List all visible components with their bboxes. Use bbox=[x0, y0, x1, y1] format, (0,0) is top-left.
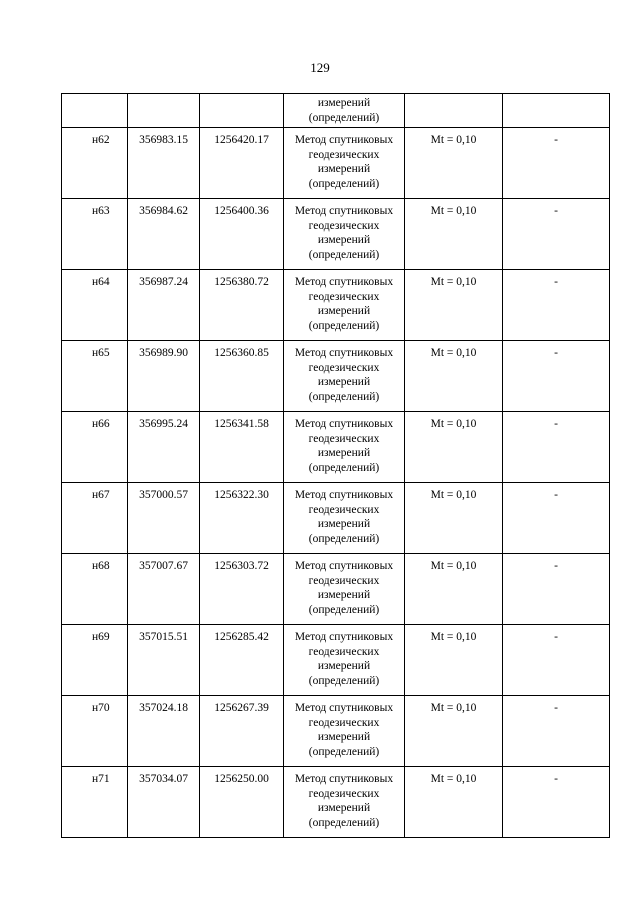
cell-accuracy: Mt = 0,10 bbox=[405, 696, 503, 767]
cell-x: 356983.15 bbox=[128, 128, 200, 199]
cell-y: 1256420.17 bbox=[200, 128, 284, 199]
cell-x: 357007.67 bbox=[128, 554, 200, 625]
table-row bbox=[62, 128, 610, 199]
page-number: 129 bbox=[310, 60, 330, 75]
method-text: Метод спутниковых геодезических измерений (определений) bbox=[294, 631, 394, 687]
cell-accuracy: Mt = 0,10 bbox=[405, 767, 503, 838]
method-text: Метод спутниковых геодезических измерений (определений) bbox=[294, 276, 394, 332]
cell-point: н65 bbox=[62, 341, 128, 412]
cell-description: - bbox=[503, 767, 610, 838]
cell-x: 357024.18 bbox=[128, 696, 200, 767]
cell-method bbox=[284, 696, 405, 767]
cell-x: 356987.24 bbox=[128, 270, 200, 341]
cell-method bbox=[284, 625, 405, 696]
cell-method bbox=[284, 94, 405, 128]
method-text: Метод спутниковых геодезических измерений (определений) bbox=[294, 205, 394, 261]
cell-y bbox=[200, 94, 284, 128]
cell-method bbox=[284, 767, 405, 838]
cell-description: - bbox=[503, 696, 610, 767]
cell-method bbox=[284, 128, 405, 199]
cell-x: 356984.62 bbox=[128, 199, 200, 270]
cell-accuracy: Mt = 0,10 bbox=[405, 341, 503, 412]
cell-y: 1256380.72 bbox=[200, 270, 284, 341]
cell-description bbox=[503, 94, 610, 128]
cell-method bbox=[284, 554, 405, 625]
cell-y: 1256267.39 bbox=[200, 696, 284, 767]
cell-method bbox=[284, 199, 405, 270]
cell-accuracy bbox=[405, 94, 503, 128]
method-text: Метод спутниковых геодезических измерений (определений) bbox=[294, 418, 394, 474]
cell-description: - bbox=[503, 554, 610, 625]
cell-x: 356995.24 bbox=[128, 412, 200, 483]
cell-y: 1256250.00 bbox=[200, 767, 284, 838]
cell-description: - bbox=[503, 199, 610, 270]
cell-y: 1256303.72 bbox=[200, 554, 284, 625]
method-text: Метод спутниковых геодезических измерений (определений) bbox=[294, 489, 394, 545]
cell-description: - bbox=[503, 412, 610, 483]
cell-point: н67 bbox=[62, 483, 128, 554]
cell-accuracy: Mt = 0,10 bbox=[405, 128, 503, 199]
cell-point: н71 bbox=[62, 767, 128, 838]
cell-point: н64 bbox=[62, 270, 128, 341]
coordinates-table bbox=[61, 93, 610, 838]
table-row bbox=[62, 483, 610, 554]
table-row-continuation bbox=[62, 94, 610, 128]
method-text: Метод спутниковых геодезических измерений (определений) bbox=[294, 347, 394, 403]
table-row bbox=[62, 270, 610, 341]
cell-description: - bbox=[503, 128, 610, 199]
cell-y: 1256400.36 bbox=[200, 199, 284, 270]
cell-point: н69 bbox=[62, 625, 128, 696]
cell-description: - bbox=[503, 270, 610, 341]
method-text: Метод спутниковых геодезических измерений (определений) bbox=[294, 134, 394, 190]
cell-x: 357000.57 bbox=[128, 483, 200, 554]
table-row bbox=[62, 696, 610, 767]
table-row bbox=[62, 341, 610, 412]
cell-method bbox=[284, 483, 405, 554]
cell-point: н66 bbox=[62, 412, 128, 483]
cell-description: - bbox=[503, 483, 610, 554]
cell-y: 1256285.42 bbox=[200, 625, 284, 696]
cell-point: н63 bbox=[62, 199, 128, 270]
cell-description: - bbox=[503, 625, 610, 696]
cell-method bbox=[284, 341, 405, 412]
cell-x bbox=[128, 94, 200, 128]
table-row bbox=[62, 199, 610, 270]
cell-x: 357015.51 bbox=[128, 625, 200, 696]
table-row bbox=[62, 767, 610, 838]
cell-accuracy: Mt = 0,10 bbox=[405, 554, 503, 625]
table-row bbox=[62, 412, 610, 483]
cell-point: н70 bbox=[62, 696, 128, 767]
cell-point: н68 bbox=[62, 554, 128, 625]
cell-description: - bbox=[503, 341, 610, 412]
cell-y: 1256341.58 bbox=[200, 412, 284, 483]
cell-point: н62 bbox=[62, 128, 128, 199]
cell-x: 357034.07 bbox=[128, 767, 200, 838]
cell-x: 356989.90 bbox=[128, 341, 200, 412]
cell-accuracy: Mt = 0,10 bbox=[405, 199, 503, 270]
cell-accuracy: Mt = 0,10 bbox=[405, 412, 503, 483]
cell-method bbox=[284, 270, 405, 341]
cell-accuracy: Mt = 0,10 bbox=[405, 270, 503, 341]
cell-accuracy: Mt = 0,10 bbox=[405, 483, 503, 554]
cell-method bbox=[284, 412, 405, 483]
method-text: Метод спутниковых геодезических измерений (определений) bbox=[294, 773, 394, 829]
table-row bbox=[62, 554, 610, 625]
cell-point bbox=[62, 94, 128, 128]
cell-y: 1256322.30 bbox=[200, 483, 284, 554]
cell-accuracy: Mt = 0,10 bbox=[405, 625, 503, 696]
method-text: Метод спутниковых геодезических измерений (определений) bbox=[294, 702, 394, 758]
table-row bbox=[62, 625, 610, 696]
cell-y: 1256360.85 bbox=[200, 341, 284, 412]
method-text: измерений (определений) bbox=[308, 97, 380, 124]
method-text: Метод спутниковых геодезических измерений (определений) bbox=[294, 560, 394, 616]
